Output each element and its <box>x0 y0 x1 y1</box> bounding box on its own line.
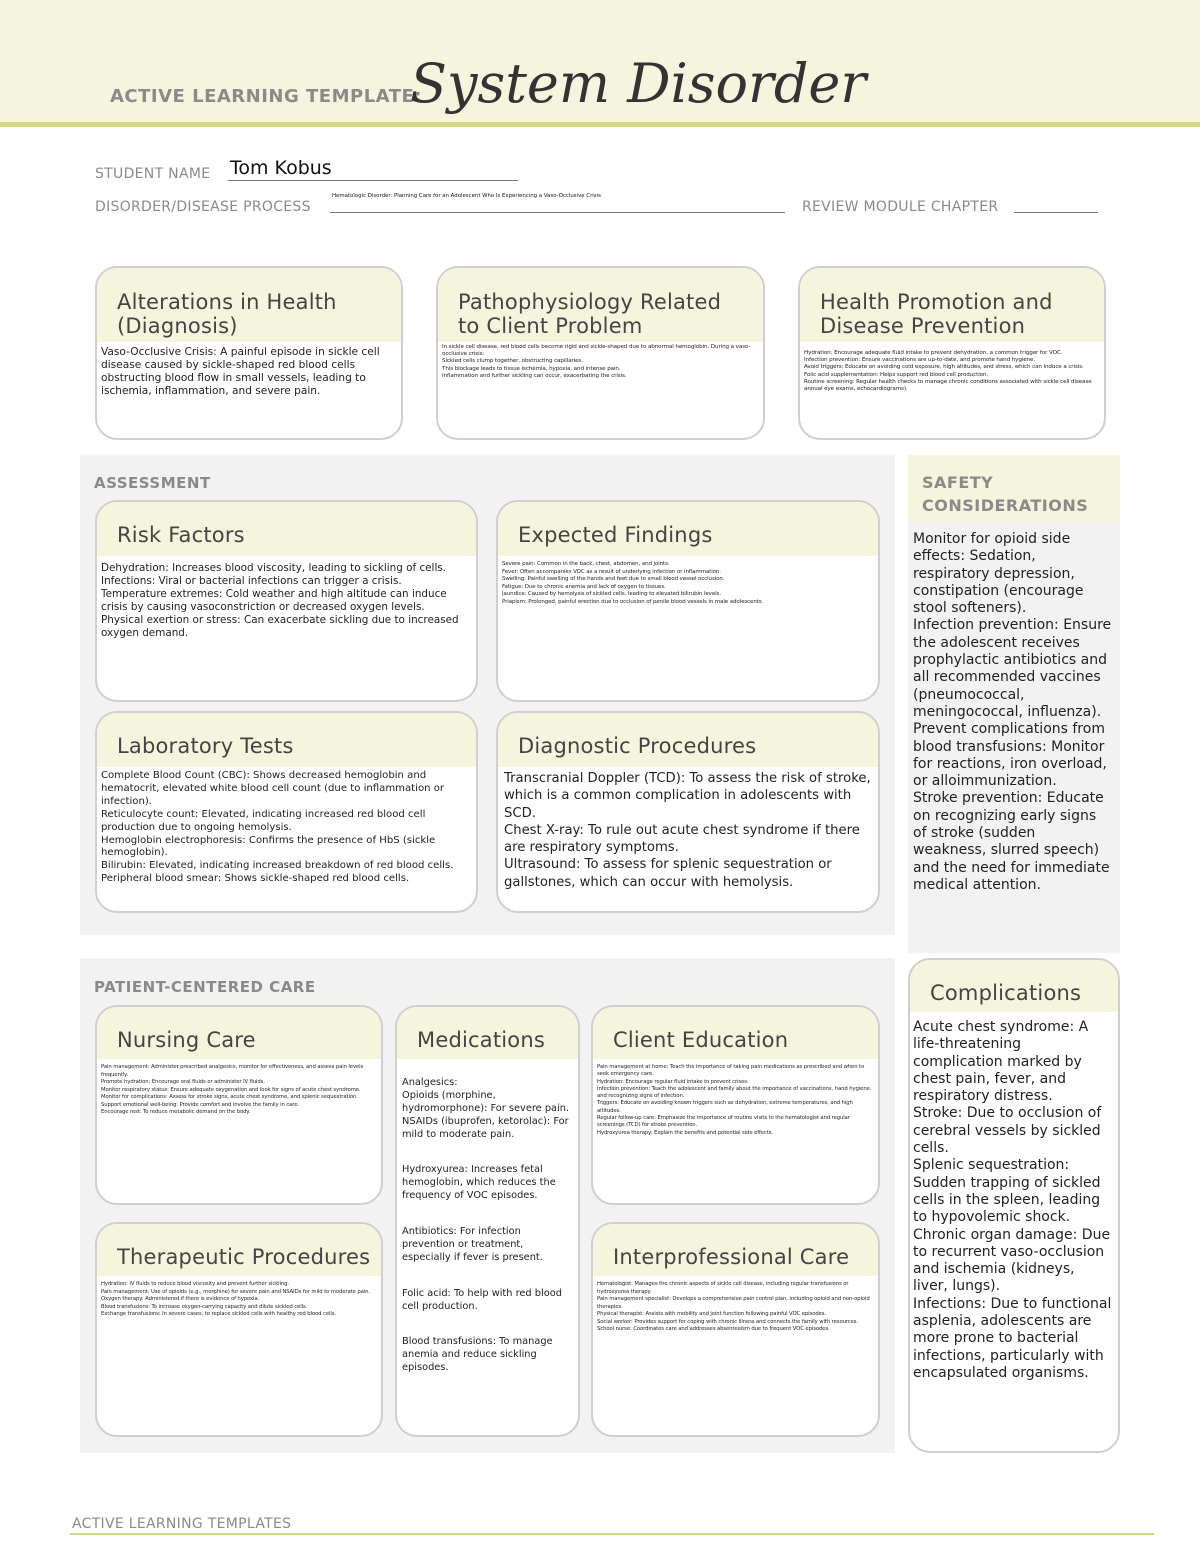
health-promotion-title: Health Promotion and Disease Prevention <box>820 290 1053 338</box>
interprofessional-line: School nurse: Coordinates care and addresses absenteeism due to frequent VOC episodes. <box>597 1326 830 1332</box>
alterations-card <box>95 266 403 440</box>
header-divider <box>0 122 1200 127</box>
expected-finding-line: Fatigue: Due to chronic anemia and lack of oxygen to tissues. <box>502 583 666 590</box>
disorder-value[interactable]: Hematologic Disorder: Planning Care for an Adolescent Who Is Experiencing a Vaso-Occlusive Crisis <box>332 193 601 199</box>
client-education-line: Regular follow-up care: Emphasize the importance of routine visits to the hematologist and regular screenings (TCD) for stroke prevention. <box>597 1115 850 1129</box>
interprofessional-line: Hematologist: Manages the chronic aspects of sickle cell disease, including regular transfusions or hydroxyurea therapy. <box>597 1281 849 1295</box>
patient-centered-care-label: PATIENT-CENTERED CARE <box>94 978 316 996</box>
expected-findings-title: Expected Findings <box>518 523 713 547</box>
laboratory-tests-body <box>101 770 472 886</box>
interprofessional-care-title: Interprofessional Care <box>613 1245 850 1269</box>
health-promotion-line: Avoid triggers: Educate on avoiding cold exposure, high altitudes, and stress, which can induce a crisis. <box>804 364 1084 371</box>
safety-title <box>922 471 1088 517</box>
laboratory-tests-card <box>95 711 478 913</box>
nursing-care-body <box>101 1064 377 1117</box>
risk-factor-line: Infections: Viral or bacterial infections can trigger a crisis. <box>101 574 402 587</box>
alterations-body: Vaso-Occlusive Crisis: A painful episode in sickle cell disease caused by sickle-shaped red blood cells obstructing blood flow in small vessels, leading to ischemia, inflammation, and severe pain. <box>101 346 380 397</box>
pathophysiology-line: Sickled cells clump together, obstructing capillaries. <box>442 358 584 365</box>
diagnostic-line: Transcranial Doppler (TCD): To assess the risk of stroke, which is a common complication in adolescents with SCD. <box>504 771 871 821</box>
complication-line: Infections: Due to functional asplenia, adolescents are more prone to bacterial infections, particularly with encapsulated organisms. <box>913 1295 1112 1381</box>
diagnostic-procedures-title: Diagnostic Procedures <box>518 734 757 758</box>
nursing-care-line: Monitor respiratory status: Ensure adequate oxygenation and look for signs of acute chest syndrome. <box>101 1086 361 1093</box>
student-name-value[interactable]: Tom Kobus <box>230 157 332 179</box>
client-education-card <box>591 1005 880 1205</box>
risk-factors-card <box>95 500 478 702</box>
safety-line: Monitor for opioid side effects: Sedation, respiratory depression, constipation (encourage stool softeners). <box>913 531 1084 617</box>
client-education-line: Pain management at home: Teach the importance of taking pain medications as prescribed and when to seek emergency care. <box>597 1064 865 1078</box>
lab-test-line: Complete Blood Count (CBC): Shows decreased hemoglobin and hematocrit, elevated white blood cell count (due to inflammation or infection). <box>101 770 445 807</box>
interprofessional-care-card <box>591 1222 880 1437</box>
disorder-label: DISORDER/DISEASE PROCESS <box>95 199 311 215</box>
health-promotion-body <box>804 350 1100 393</box>
safety-line: Prevent complications from blood transfusions: Monitor for reactions, iron overload, or alloimmunization. <box>913 721 1107 790</box>
lab-test-line: Reticulocyte count: Elevated, indicating increased red blood cell production due to ongoing hemolysis. <box>101 808 426 833</box>
expected-finding-line: Jaundice: Caused by hemolysis of sickled cells, leading to elevated bilirubin levels. <box>502 591 721 598</box>
therapeutic-line: Oxygen therapy: Administered if there is evidence of hypoxia. <box>101 1296 260 1302</box>
interprofessional-line: Pain management specialist: Develops a comprehensive pain control plan, including opioid and non-opioid therapies. <box>597 1296 870 1310</box>
interprofessional-line: Social worker: Provides support for coping with chronic illness and connects the family with resources. <box>597 1318 859 1325</box>
therapeutic-line: Pain management: Use of opioids (e.g., morphine) for severe pain and NSAIDs for mild to moderate pain. <box>101 1288 370 1295</box>
client-education-line: Triggers: Educate on avoiding known triggers such as dehydration, extreme temperatures, and high altitudes. <box>597 1100 853 1114</box>
client-education-title: Client Education <box>613 1028 789 1052</box>
health-promotion-card <box>798 266 1106 440</box>
medication-paragraph: Folic acid: To help with red blood cell production. <box>402 1287 562 1312</box>
safety-body <box>913 531 1113 894</box>
pathophysiology-card <box>436 266 765 440</box>
complications-card <box>908 958 1120 1453</box>
interprofessional-line: Physical therapist: Assists with mobility and joint function following painful VOC episodes. <box>597 1311 826 1317</box>
safety-line: Stroke prevention: Educate on recognizing early signs of stroke (sudden weakness, slurred speech) and the need for immediate medical attention. <box>913 790 1110 893</box>
safety-considerations-section <box>908 455 1120 953</box>
risk-factor-line: Dehydration: Increases blood viscosity, leading to sickling of cells. <box>101 562 447 574</box>
medications-title: Medications <box>417 1028 545 1052</box>
nursing-care-line: Support emotional well-being: Provide comfort and involve the family in care. <box>101 1101 300 1108</box>
therapeutic-procedures-title: Therapeutic Procedures <box>117 1245 371 1269</box>
safety-line: Infection prevention: Ensure the adolescent receives prophylactic antibiotics and all recommended vaccines (pneumococcal, meningococcal, influenza). <box>913 617 1112 720</box>
pathophysiology-line: Inflammation and further sickling can occur, exacerbating the crisis. <box>442 372 627 379</box>
risk-factor-line: Physical exertion or stress: Can exacerbate sickling due to increased oxygen demand. <box>101 613 459 639</box>
health-promotion-line: Folic acid supplementation: Helps support red blood cell production. <box>804 371 989 378</box>
complication-line: Chronic organ damage: Due to recurrent vaso-occlusion and ischemia (kidneys, liver, lungs). <box>913 1226 1111 1295</box>
nursing-care-line: Pain management: Administer prescribed analgesics, monitor for effectiveness, and assess pain levels frequently. <box>101 1064 364 1078</box>
client-education-line: Hydroxyurea therapy: Explain the benefits and potential side effects. <box>597 1129 773 1136</box>
diagnostic-procedures-card <box>496 711 880 913</box>
complication-line: Stroke: Due to occlusion of cerebral vessels by sickled cells. <box>913 1105 1102 1157</box>
health-promotion-line: Routine screening: Regular health checks to manage chronic conditions associated with sickle cell disease annual eye exams, echocardiograms). <box>804 378 1092 393</box>
interprofessional-care-body <box>597 1281 874 1334</box>
lab-test-line: Hemoglobin electrophoresis: Confirms the presence of HbS (sickle hemoglobin). <box>101 834 436 859</box>
expected-finding-line: Swelling: Painful swelling of the hands and feet due to small blood vessel occlusion. <box>502 576 725 583</box>
risk-factor-line: Temperature extremes: Cold weather and high altitude can induce crisis by causing vasoconstriction or decreased oxygen levels. <box>101 587 447 613</box>
nursing-care-line: Promote hydration: Encourage oral fluids or administer IV fluids. <box>101 1079 265 1085</box>
alterations-title: Alterations in Health (Diagnosis) <box>117 290 337 338</box>
medication-paragraph: Antibiotics: For infection prevention or treatment, especially if fever is present. <box>402 1225 543 1263</box>
assessment-label: ASSESSMENT <box>94 474 211 492</box>
expected-finding-line: Fever: Often accompanies VOC as a result of underlying infection or inflammation. <box>502 568 721 575</box>
nursing-care-card <box>95 1005 383 1205</box>
nursing-care-line: Monitor for complications: Assess for stroke signs, acute chest syndrome, and splenic sequestration. <box>101 1094 358 1100</box>
footer-divider <box>70 1533 1154 1535</box>
risk-factors-body <box>101 562 472 639</box>
medication-paragraph: Hydroxyurea: Increases fetal hemoglobin, which reduces the frequency of VOC episodes. <box>402 1164 556 1202</box>
diagnostic-line: Chest X-ray: To rule out acute chest syndrome if there are respiratory symptoms. <box>504 822 860 856</box>
student-name-label: STUDENT NAME <box>95 166 211 182</box>
footer-text: ACTIVE LEARNING TEMPLATES <box>72 1516 292 1532</box>
review-chapter-line[interactable] <box>1014 195 1098 213</box>
health-promotion-line: Infection prevention: Ensure vaccinations are up-to-date, and promote hand hygiene. <box>804 357 1036 364</box>
safety-title-line: SAFETY <box>922 473 994 492</box>
client-education-line: Hydration: Encourage regular fluid intake to prevent crises. <box>597 1078 749 1085</box>
expected-finding-line: Severe pain: Common in the back, chest, abdomen, and joints. <box>502 561 670 567</box>
template-label: ACTIVE LEARNING TEMPLATE: <box>110 86 422 107</box>
pathophysiology-body <box>442 344 759 380</box>
review-chapter-label: REVIEW MODULE CHAPTER <box>802 199 999 215</box>
nursing-care-line: Encourage rest: To reduce metabolic demand on the body. <box>101 1109 251 1115</box>
client-education-body <box>597 1064 874 1137</box>
diagnostic-procedures-body <box>504 770 874 891</box>
client-education-line: Infection prevention: Teach the adolescent and family about the importance of vaccinations, hand hygiene, and recognizing signs of infection. <box>597 1085 872 1100</box>
complication-line: Splenic sequestration: Sudden trapping of sickled cells in the spleen, leading to hypovolemic shock. <box>913 1157 1101 1226</box>
therapeutic-procedures-card <box>95 1222 383 1437</box>
pathophysiology-line: This blockage leads to tissue ischemia, hypoxia, and intense pain. <box>442 365 621 372</box>
safety-title-line: CONSIDERATIONS <box>922 496 1089 515</box>
lab-test-line: Bilirubin: Elevated, indicating increased breakdown of red blood cells. <box>101 860 454 872</box>
medications-card <box>395 1005 580 1437</box>
health-promotion-line: Hydration: Encourage adequate fluid intake to prevent dehydration, a common trigger for VOC. <box>804 350 1063 356</box>
complications-body <box>913 1019 1113 1382</box>
diagnostic-line: Ultrasound: To assess for splenic sequestration or gallstones, which can occur with hemolysis. <box>504 857 832 890</box>
complications-title: Complications <box>930 981 1082 1005</box>
medications-body <box>402 1064 574 1388</box>
therapeutic-line: Exchange transfusions: In severe cases, to replace sickled cells with healthy red blood cells. <box>101 1311 336 1317</box>
pathophysiology-line: In sickle cell disease, red blood cells become rigid and sickle-shaped due to abnormal hemoglobin. During a vaso-occlusive crisis: <box>442 344 751 358</box>
lab-test-line: Peripheral blood smear: Shows sickle-shaped red blood cells. <box>101 873 410 885</box>
therapeutic-line: Hydration: IV fluids to reduce blood viscosity and prevent further sickling. <box>101 1281 290 1287</box>
expected-findings-card <box>496 500 880 702</box>
therapeutic-procedures-body <box>101 1281 377 1319</box>
medication-paragraph: Blood transfusions: To manage anemia and reduce sickling episodes. <box>402 1336 553 1374</box>
medication-paragraph: Analgesics: Opioids (morphine, hydromorphone): For severe pain. NSAIDs (ibuprofen, ketorolac): For mild to moderate pain. <box>402 1076 570 1140</box>
expected-finding-line: Priapism: Prolonged, painful erection due to occlusion of penile blood vessels in male adolescents. <box>502 598 764 605</box>
expected-findings-body <box>502 561 874 607</box>
complication-line: Acute chest syndrome: A life-threatening complication marked by chest pain, fever, and respiratory distress. <box>913 1019 1089 1105</box>
pathophysiology-title: Pathophysiology Related to Client Problem <box>458 290 722 338</box>
therapeutic-line: Blood transfusions: To increase oxygen-carrying capacity and dilute sickled cells. <box>101 1303 308 1310</box>
laboratory-tests-title: Laboratory Tests <box>117 734 294 758</box>
nursing-care-title: Nursing Care <box>117 1028 256 1052</box>
template-title: System Disorder <box>410 52 867 115</box>
risk-factors-title: Risk Factors <box>117 523 245 547</box>
